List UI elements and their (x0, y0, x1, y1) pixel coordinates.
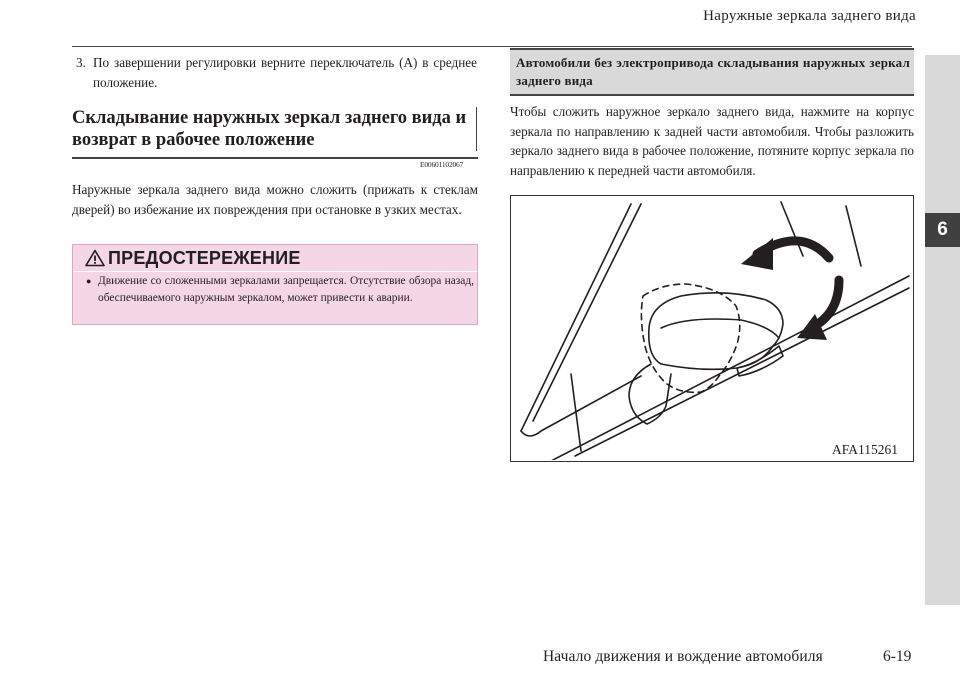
warning-triangle-icon (85, 249, 105, 267)
folded-mirror-outline (641, 284, 739, 392)
step-3 (76, 53, 477, 92)
page-number: 6-19 (883, 648, 912, 665)
warning-text: Движение со сложенными зеркалами запрещается. Отсутствие обзора назад, обеспечиваемого наружным зеркалом, может привести к аварии. (98, 275, 474, 304)
mirror-arm (629, 364, 671, 424)
chapter-side-tab (925, 55, 960, 605)
mirror-illustration-svg (511, 196, 912, 460)
section-heading-rule (72, 157, 478, 159)
step-text: По завершении регулировки верните переключатель (A) в среднее положение. (93, 55, 477, 90)
instruction-text: Чтобы сложить наружное зеркало заднего вида, нажмите на корпус зеркала по направлению к задней части автомобиля. Чтобы разложить зеркало заднего вида в рабочее положение, потяните корпус зеркала по направлению к передней части автомобиля. (510, 104, 914, 178)
chapter-number-tab[interactable]: 6 (925, 213, 960, 247)
section-intro-text: Наружные зеркала заднего вида можно сложить (прижать к стеклам дверей) во избежание их повреждения при остановке в узких местах. (72, 182, 478, 217)
header-rule (72, 46, 912, 47)
step-number: 3. (76, 55, 86, 70)
footer-section-title: Начало движения и вождение автомобиля (543, 648, 823, 665)
mirror-fold-illustration (510, 195, 914, 462)
section-heading: Складывание наружных зеркал заднего вида и возврат в рабочее положение (72, 107, 477, 151)
section-code: E00601102067 (420, 160, 464, 169)
warning-divider (73, 271, 477, 272)
subheading-text: Автомобили без электропривода складывания наружных зеркал заднего вида (516, 55, 910, 88)
window-pillar-line (521, 204, 631, 431)
figure-code: AFA115261 (832, 442, 899, 457)
warning-title: ПРЕДОСТЕРЕЖЕНИЕ (108, 248, 301, 268)
warning-bullet-icon: ● (86, 276, 92, 286)
running-header: Наружные зеркала заднего вида (703, 8, 916, 24)
